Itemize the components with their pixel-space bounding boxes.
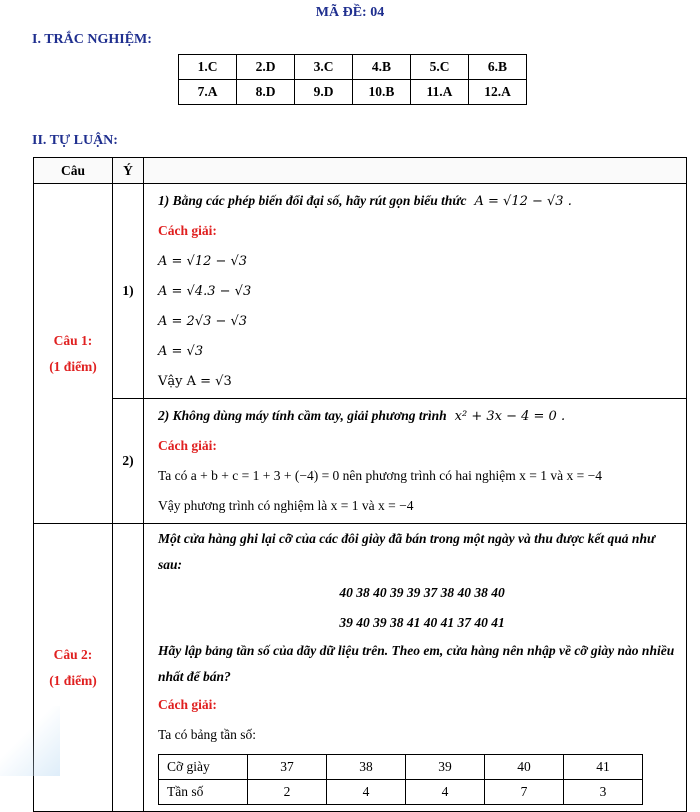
cau1-y2-question-expr: x² + 3x − 4 = 0 .	[454, 408, 566, 424]
cau1-y1-step: A = √4.3 − √3	[158, 283, 252, 299]
answer-row	[179, 80, 527, 105]
cau1-y1-step: A = √12 − √3	[158, 253, 248, 269]
frequency-table	[158, 754, 643, 805]
answer-row	[179, 55, 527, 80]
cau1-y1-content	[144, 184, 687, 399]
frequency-count-cell: 3	[564, 780, 643, 805]
cau1-points: (1 điểm)	[49, 358, 97, 374]
solution-table	[33, 157, 687, 812]
cau2-row	[34, 524, 687, 812]
cau1-y1-conclusion: Vậy A = √3	[158, 373, 232, 389]
cau2-table-intro: Ta có bảng tần số:	[158, 727, 257, 742]
part1-title: I. TRẮC NGHIỆM:	[32, 32, 152, 47]
cau2-data-row2: 39 40 39 38 41 40 41 37 40 41	[339, 615, 505, 630]
header-row	[34, 158, 687, 184]
answer-cell: 6.B	[469, 55, 527, 80]
answer-cell: 10.B	[353, 80, 411, 105]
cau1-y1-question-expr: A = √12 − √3 .	[474, 193, 572, 209]
answer-cell: 3.C	[295, 55, 353, 80]
frequency-count-cell: 7	[485, 780, 564, 805]
frequency-size-cell: 41	[564, 755, 643, 780]
cau1-y2-question: 2) Không dùng máy tính cầm tay, giải phương trình	[158, 408, 447, 423]
exam-code: MÃ ĐỀ: 04	[315, 5, 385, 20]
answer-cell: 9.D	[295, 80, 353, 105]
cau1-y2-line2: Vậy phương trình có nghiệm là x = 1 và x = −4	[158, 498, 414, 513]
cau2-label: Câu 2:	[53, 646, 93, 662]
frequency-count-cell: 4	[406, 780, 485, 805]
cau1-label: Câu 1:	[53, 332, 93, 348]
cau2-method: Cách giải:	[158, 697, 217, 712]
cau1-row2	[34, 399, 687, 524]
answer-cell: 4.B	[353, 55, 411, 80]
cau1-y1-step: A = 2√3 − √3	[158, 313, 248, 329]
corner-decoration	[0, 706, 60, 776]
cau1-y2-line1: Ta có a + b + c = 1 + 3 + (−4) = 0 nên phương trình có hai nghiệm x = 1 và x = −4	[158, 468, 602, 483]
cau1-y1-question: 1) Bằng các phép biến đổi đại số, hãy rút gọn biểu thức	[158, 193, 467, 208]
cau1-label-cell	[34, 184, 113, 524]
cau2-data-row1: 40 38 40 39 39 37 38 40 38 40	[339, 585, 505, 600]
cau1-row1	[34, 184, 687, 399]
answer-cell: 5.C	[411, 55, 469, 80]
answer-cell: 1.C	[179, 55, 237, 80]
cau2-points: (1 điểm)	[49, 672, 97, 688]
answer-cell: 2.D	[237, 55, 295, 80]
col-header-cau: Câu	[34, 158, 113, 184]
cau2-intro: Một cửa hàng ghi lại cỡ của các đôi giày đã bán trong một ngày và thu được kết quả như sau:	[158, 531, 656, 572]
cau1-y2-content	[144, 399, 687, 524]
cau2-content	[144, 524, 687, 812]
cau2-question: Hãy lập bảng tần số của dãy dữ liệu trên. Theo em, cửa hàng nên nhập về cỡ giày nào nhiều nhất để bán?	[158, 643, 675, 684]
answer-cell: 8.D	[237, 80, 295, 105]
frequency-size-cell: 40	[485, 755, 564, 780]
frequency-size-cell: 38	[327, 755, 406, 780]
frequency-size-cell: 39	[406, 755, 485, 780]
answer-cell: 12.A	[469, 80, 527, 105]
answer-cell: 11.A	[411, 80, 469, 105]
answer-table	[178, 54, 527, 105]
frequency-count-cell: 4	[327, 780, 406, 805]
cau1-y2-method: Cách giải:	[158, 438, 217, 453]
cau1-y2-num: 2)	[113, 399, 144, 524]
part2-title: II. TỰ LUẬN:	[32, 133, 118, 148]
cau1-y1-num: 1)	[113, 184, 144, 399]
frequency-label-count: Tần số	[159, 780, 248, 805]
cau1-y1-method: Cách giải:	[158, 223, 217, 238]
cau2-y-cell	[113, 524, 144, 812]
frequency-size-cell: 37	[248, 755, 327, 780]
frequency-count-cell: 2	[248, 780, 327, 805]
cau1-y1-step: A = √3	[158, 343, 204, 359]
frequency-row-counts	[159, 780, 643, 805]
col-header-y: Ý	[113, 158, 144, 184]
answer-cell: 7.A	[179, 80, 237, 105]
col-header-content	[144, 158, 687, 184]
frequency-label-size: Cỡ giày	[159, 755, 248, 780]
